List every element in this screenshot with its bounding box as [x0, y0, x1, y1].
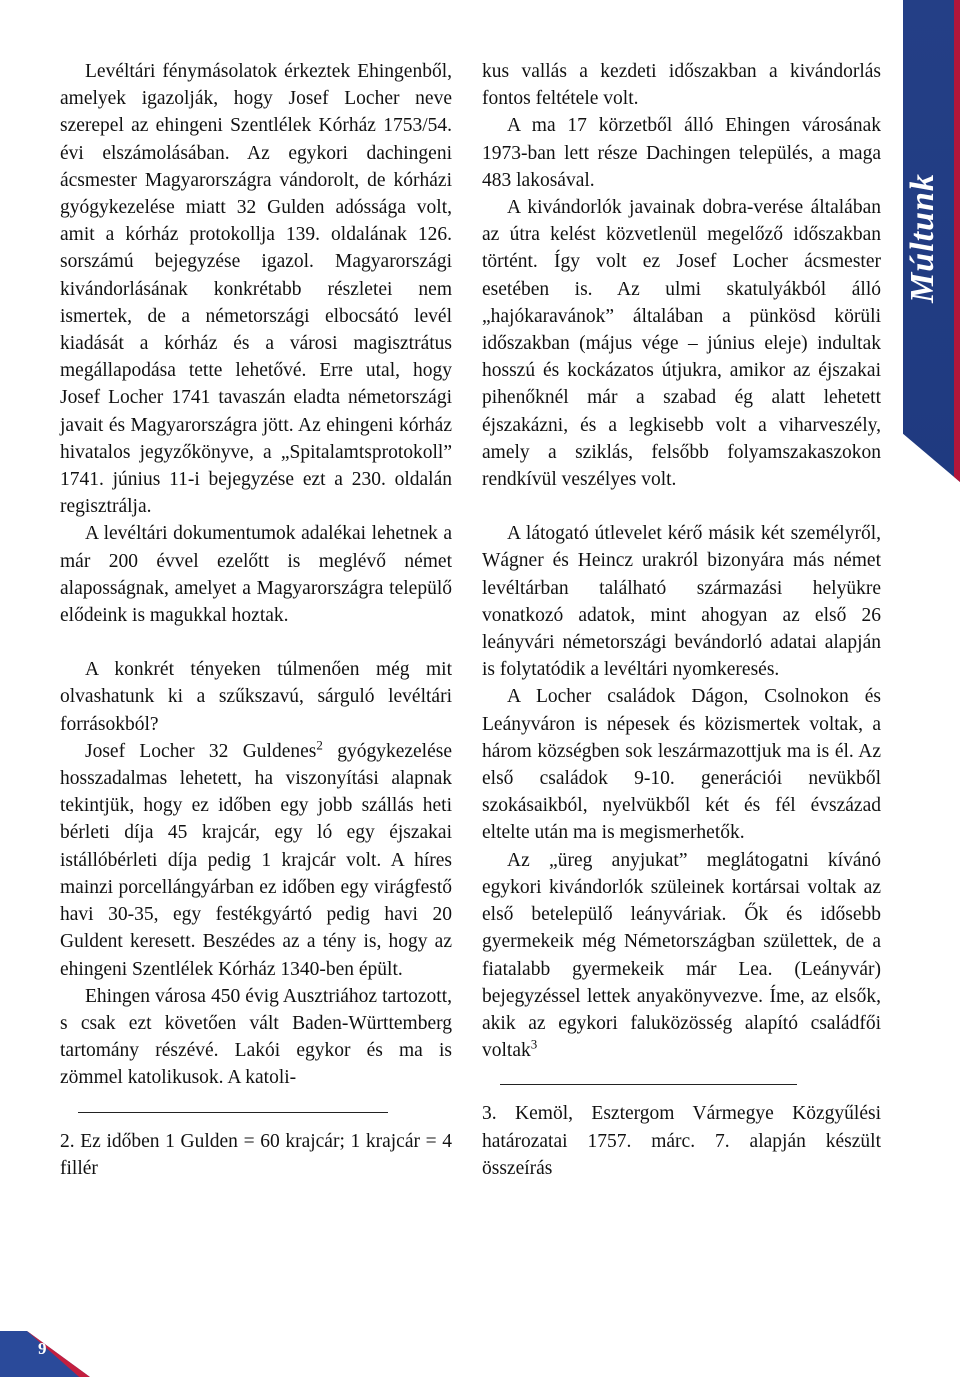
footnote-ref-2: 2 [316, 737, 323, 753]
section-tab-label: Múltunk [904, 173, 942, 303]
right-paragraph-4: A látogató útlevelet kérő másik két személyről, Wágner és Heincz urakról bizonyára más német levéltárban található származási helyükre vonatkozó adatok, mint ahogyan az első 26 leányvári németországi bevándorló adatai alapján is folytatódik a levéltári nyomkeresés. [482, 523, 881, 681]
right-paragraph-6 [482, 847, 881, 1065]
right-paragraph-1: kus vallás a kezdeti időszakban a kivándorlás fontos feltétele volt. [482, 61, 881, 110]
footnote-2: 2. Ez időben 1 Gulden = 60 krajcár; 1 krajcár = 4 fillér [60, 1130, 452, 1179]
right-paragraph-3: A kivándorlók javainak dobra-verése általában az útra kelést közvetlenül megelőző időszakban történt. Így volt ez Josef Locher ácsmester esetében is. Az ulmi skatulyákból álló „hajókaravánok” általában a pünkösd körüli időszakban (május vége – június eleje) indultak hosszú és kockázatos útjukra, amikor az éjszakai pihenőknél már a szabad ég alatt lehetett éjszakázni, és a legkisebb volt a viharveszély, amely a sziklás, felsőbb folyamszakaszokon rendkívül veszélyes volt. [482, 197, 881, 491]
right-paragraph-6-text: Az „üreg anyjukat” meglátogatni kívánó egykori kivándorlók szüleinek kortársai voltak az első betelepülő leányváriak. Ők és idősebb gyermekeik még Németországban születtek, de a fiatalabb gyermekeik már Lea. (Leányvár) bejegyzéssel lettek anyakönyvezve. Íme, az elsők, akik az egykori faluközösség alapító családfői voltak [482, 849, 881, 1062]
footnote-rule-left [78, 1112, 388, 1113]
left-column [60, 58, 452, 1182]
left-paragraph-5: Ehingen városa 450 évig Ausztriához tartozott, s csak ezt követően vált Baden-Württemberg tartomány részévé. Lakói egykor és ma is zömmel katolikusok. A katoli- [60, 985, 452, 1089]
section-tab-label-wrap [898, 68, 948, 408]
left-paragraph-1: Levéltári fénymásolatok érkeztek Ehingenből, amelyek igazolják, hogy Josef Locher neve szerepel az ehingeni Szentlélek Kórház 1753/54. évi elszámolásában. Az egykori dachingeni ácsmester Magyarországra vándorolt, de kórházi gyógykezelése miatt 32 Gulden adóssága volt, amit a kórház protokollja 139. oldalának 126. sorszámú bejegyzése igazol. Magyarországi kivándorlásának konkrétabb részletei nem ismertek, de a németországi elbocsátó levél kiadását a kórház és a városi magisztrátus megállapodása tette lehetővé. Erre utal, hogy Josef Locher 1741 tavaszán eladta németországi javait és Magyarországra jött. Az ehingeni kórház hivatalos jegyzőkönyve, a „Spitalamtsprotokoll” 1741. június 11-i bejegyzése ezt a 230. oldalán regisztrálja. [60, 61, 452, 518]
right-column [482, 58, 881, 1182]
left-paragraph-4-start: Josef Locher 32 Guldenes [85, 740, 317, 762]
left-paragraph-4-rest: gyógykezelése hosszadalmas lehetett, ha viszonyítási alapnak tekintjük, hogy ez időben egy jobb szállás heti bérleti díja 45 krajcár, egy ló egy éjszakai istállóbérleti díja pedig 1 krajcár volt. A híres mainzi porcellángyárban ez időben egy virágfestő havi 30-35, egy festékgyártó pedig havi 20 Guldent keresett. Beszédes az a tény is, hogy az ehingeni Szentlélek Kórház 1340-ben épült. [60, 740, 452, 980]
left-paragraph-4 [60, 738, 452, 983]
page-number: 9 [38, 1339, 47, 1358]
footnote-3: 3. Kemöl, Esztergom Vármegye Közgyűlési határozatai 1757. márc. 7. alapján készült összeírás [482, 1103, 881, 1179]
left-paragraph-2: A levéltári dokumentumok adalékai lehetnek a már 200 évvel ezelőtt is meglévő német alaposságnak, amelyet a Magyarországra települő elődeink is magukkal hoztak. [60, 523, 452, 627]
section-tab-edge [954, 0, 960, 482]
right-paragraph-2: A ma 17 körzetből álló Ehingen városának 1973-ban lett része Dachingen település, a maga 483 lakosával. [482, 115, 881, 191]
footnote-rule-right [500, 1084, 797, 1085]
footnote-ref-3: 3 [530, 1036, 538, 1052]
right-paragraph-5: A Locher családok Dágon, Csolnokon és Leányváron is népesek és közismertek voltak, a három községben sok leszármazottjuk ma is él. Az első családok 9-10. generációi nevükből szokásaikból, nyelvükből két és fél évszázad eltelte után ma is megismerhetők. [482, 686, 881, 844]
left-paragraph-3: A konkrét tényeken túlmenően még mit olvashatunk ki a szűkszavú, sárguló levéltári forrásokból? [60, 659, 452, 735]
